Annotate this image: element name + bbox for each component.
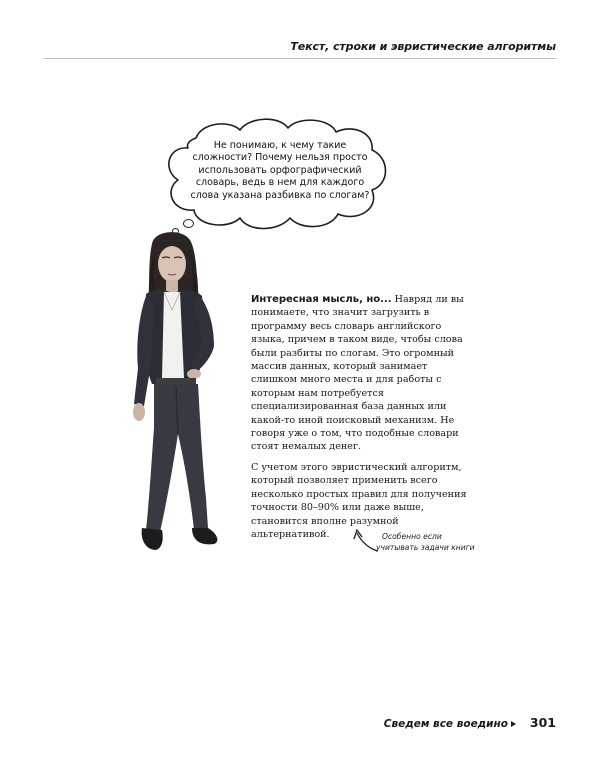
thought-line: словарь, ведь в нем для каждого — [195, 177, 365, 189]
handwritten-annotation — [376, 531, 475, 553]
header-divider — [44, 58, 556, 59]
running-head-title: Текст, строки и эвристические алгоритмы — [290, 40, 556, 53]
thought-bubble-text — [188, 140, 372, 202]
woman-figure-illustration — [110, 228, 242, 560]
body-copy — [251, 293, 469, 548]
thought-bubble — [178, 128, 382, 224]
footer-section-label: Сведем все воедино — [383, 718, 508, 730]
annotation-line: Особенно если — [382, 532, 442, 541]
annotation-line: учитывать задачи книги — [376, 543, 475, 552]
lead-in-heading: Интересная мысль, но... — [251, 294, 392, 305]
thought-line: Не понимаю, к чему такие — [213, 140, 347, 151]
thought-line: использовать орфографический — [198, 164, 362, 176]
body-paragraph-1 — [251, 293, 469, 454]
body-paragraph-2: С учетом этого эвристический алгоритм, который позволяет применить всего несколько простых правил для получения точности 80–90% или даже выше, становится вполне разумной альтернативой. — [251, 461, 467, 540]
footer-arrow-icon — [511, 721, 516, 727]
paragraph-1-text: Навряд ли вы понимаете, что значит загрузить в программу весь словарь английского языка, причем в таком виде, чтобы слова были разбиты по слогам. Это огромный массив данных, который занимает слишком много места и для работы с которым нам потребуется специализированная база данных или какой-то иной поисковый механизм. Не говоря уже о том, что подобные словари стоят немалых денег. — [251, 294, 464, 453]
page-number: 301 — [529, 715, 556, 730]
thought-line: сложности? Почему нельзя просто — [192, 152, 368, 164]
thought-line: слова указана разбивка по слогам? — [190, 189, 370, 201]
woman-photo — [110, 228, 242, 560]
